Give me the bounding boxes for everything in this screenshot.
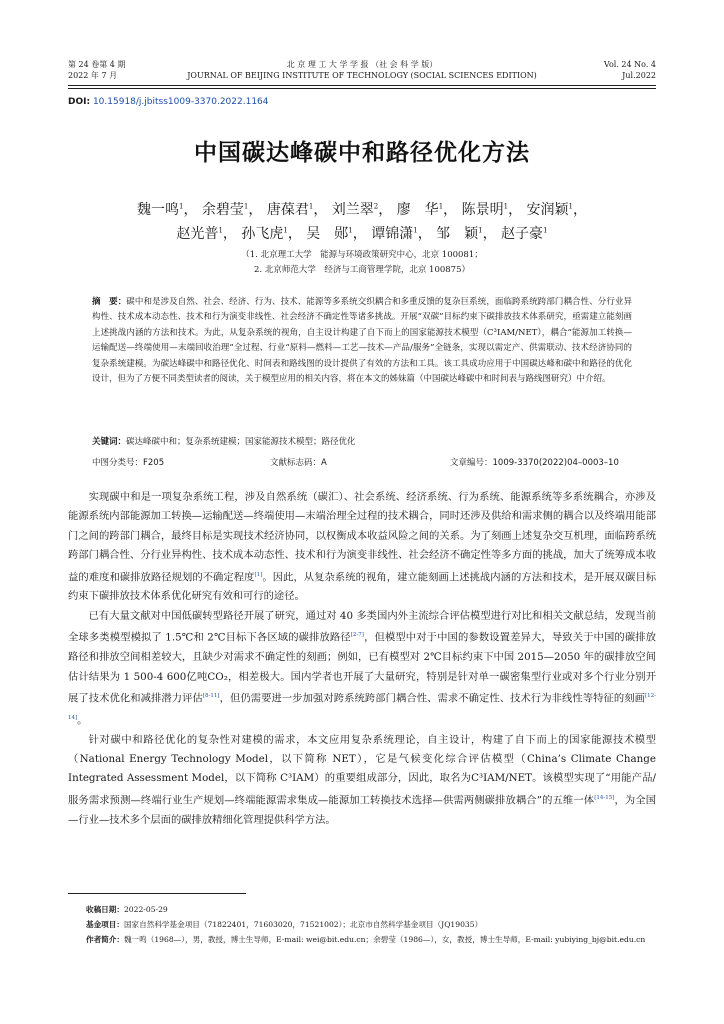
author: 孙飞虎$^1$，: [241, 226, 302, 242]
fund-info: 基金项目：国家自然科学基金项目（71822401，71603020，71521002）；北京市自然科学基金项目（JQ19035）: [86, 920, 483, 929]
citation[interactable]: [2-7]: [350, 632, 364, 639]
footnote: [86, 902, 656, 947]
doi-line: [68, 97, 269, 107]
author-line-1: [0, 199, 724, 219]
volume-issue: 第 24 卷第 4 期: [68, 60, 126, 69]
doi-label: DOI:: [68, 97, 91, 107]
journal-name-zh: 北 京 理 工 大 学 学 报 （社 会 科 学 版）: [286, 60, 438, 69]
author: 余碧莹$^1$，: [201, 202, 263, 218]
issue-date: 2022 年 7 月: [68, 71, 118, 80]
author: 廖 华$^1$，: [396, 202, 458, 218]
author: 吴 郧$^1$，: [306, 226, 367, 242]
article-number: 文章编号：1009-3370(2022)04–0003–10: [450, 458, 619, 468]
clc-number: 中图分类号：F205: [92, 458, 165, 468]
author: 邹 颖$^1$，: [436, 226, 497, 242]
paper-title: 中国碳达峰碳中和路径优化方法: [194, 140, 530, 166]
citation[interactable]: [1]: [254, 571, 263, 578]
author: 赵光普$^1$，: [176, 226, 237, 242]
author: 赵子豪$^1$: [501, 226, 548, 242]
affiliation-1: （1. 北京理工大学 能源与环境政策研究中心，北京 100081；: [241, 250, 483, 260]
author: 安润颖$^1$，: [526, 202, 587, 218]
header-rule: [68, 85, 656, 86]
paragraph-1: 实现碳中和是一项复杂系统工程，涉及自然系统（碳汇）、社会系统、经济系统、行为系统、能源系统等多系统耦合，亦涉及能源系统内部能源加工转换—运输配送—终端使用—末端治理全过程的技术耦合，同时还涉及供给和需求侧的耦合以及终端用能部门之间的跨部门耦合，最终目标是实现技术经济协同，以权衡成本收益风险之间的关系。为了刻画上述复杂交互机理，面临跨系统跨部门耦合性、分行业异构性、技术成本动态性、技术和行为演变非线性、社会经济不确定性等多方面的挑战，加大了统筹成本收益的难度和碳排放路径规划的不确定程度[1]。因此，从复杂系统的视角，建立能刻画上述挑战内涵的方法和技术，是开展双碳目标约束下碳排放技术体系优化研究有效和可行的途径。: [68, 491, 657, 603]
author: 谭锦潇$^1$，: [371, 226, 432, 242]
document-code: 文献标志码：A: [270, 458, 327, 468]
author: 刘兰翠$^2$，: [331, 202, 393, 218]
affiliation-2: 2. 北京师范大学 经济与工商管理学院，北京 100875）: [254, 265, 470, 275]
author-bio: 作者简介：魏一鸣（1968—），男，教授，博士生导师，E-mail: wei@bit.edu.cn；余碧莹（1986—），女，教授，博士生导师，E-mail: yubiying_bj@bit.edu.cn: [86, 935, 646, 944]
citation[interactable]: [12-14]: [68, 692, 656, 721]
paragraph-2: 已有大量文献对中国低碳转型路径开展了研究，通过对 40 多类国内外主流综合评估模型进行对比和相关文献总结，发现当前全球多类模型模拟了 1.5℃和 2℃目标下各区域的碳排放路径[2-7]，但模型中对于中国的参数设置差异大，导致关于中国的碳排放路径和排放空间相差较大，且缺少对需求不确定性的刻画；例如，已有模型对 2℃目标约束下中国 2015—2050 年的碳排放空间估计结果为 1 500-4 600亿吨CO₂，相差极大。国内学者也开展了大量研究，特别是针对单一碳密集型行业或对多个行业分别开展了技术优化和减排潜力评估[8-11]，但仍需要进一步加强对跨系统跨部门耦合性、需求不确定性、技术行为非线性等特征的刻画[12-14]。: [68, 609, 657, 727]
keywords-label: 关键词：: [92, 437, 127, 447]
keywords: [92, 435, 356, 447]
date-en: Jul.2022: [622, 71, 656, 80]
author: 陈景明$^1$，: [461, 202, 523, 218]
author: 魏一鸣$^1$，: [137, 202, 198, 218]
abstract-text: 碳中和是涉及自然、社会、经济、行为、技术、能源等多系统交织耦合和多重反馈的复杂巨系统，面临跨系统跨部门耦合性、分行业异构性、技术成本动态性、技术和行为演变非线性、社会经济不确定性等诸多挑战。开展“双碳”目标约束下碳排放技术体系研究，亟需建立能刻画上述挑战内涵的方法和技术。为此，从复杂系统的视角，自主设计构建了自下而上的国家能源技术模型（C³IAM/NET），耦合“能源加工转换—运输配送—终端使用—末端回收治理”全过程、行业“原料—燃料—工艺—技术—产品/服务”全链条，实现以需定产、供需联动、技术经济协同的复杂系统建模。为碳达峰碳中和路径优化、时间表和路线图的设计提供了有效的方法和工具。该工具成功应用于中国碳达峰和碳中和路径的优化设计，但为了方便不同类型读者的阅读，关于模型应用的相关内容，将在本文的姊妹篇（中国碳达峰碳中和时间表与路线图研究）中介绍。: [92, 297, 632, 385]
volume-en: Vol. 24 No. 4: [603, 60, 656, 69]
doi-link[interactable]: 10.15918/j.jbitss1009-3370.2022.1164: [92, 97, 269, 107]
citation[interactable]: [8-11]: [202, 692, 220, 699]
footnote-rule: [68, 893, 246, 894]
received-date: 收稿日期：2022-05-29: [86, 905, 168, 914]
abstract-label: 摘 要：: [92, 297, 127, 307]
paragraph-3: 针对碳中和路径优化的复杂性对建模的需求，本文应用复杂系统理论，自主设计，构建了自下而上的国家能源技术模型（National Energy Technology Model，以下简称 NET），它是气候变化综合评估模型（China’s Climate Change Integrated Assessment Model，以下简称 C³IAM）的重要组成部分，因此，取名为C³IAM/NET。该模型实现了“用能产品/服务需求预测—终端行业生产规划—终端能源需求集成—能源加工转换技术选择—供需两侧碳排放耦合”的五维一体[14-15]，为全国—行业—技术多个层面的碳排放精细化管理提供科学方法。: [68, 733, 657, 826]
abstract: [92, 295, 632, 387]
header-rule-thin: [68, 88, 656, 89]
keywords-text: 碳达峰碳中和；复杂系统建模；国家能源技术模型；路径优化: [126, 437, 356, 447]
journal-volume-en: [604, 59, 656, 81]
citation[interactable]: [14-15]: [594, 794, 615, 801]
author-line-2: [0, 223, 724, 243]
author: 唐葆君$^1$，: [266, 202, 328, 218]
journal-name-en: JOURNAL OF BEIJING INSTITUTE OF TECHNOLOGY (SOCIAL SCIENCES EDITION): [187, 71, 537, 80]
body-text: [68, 488, 656, 830]
